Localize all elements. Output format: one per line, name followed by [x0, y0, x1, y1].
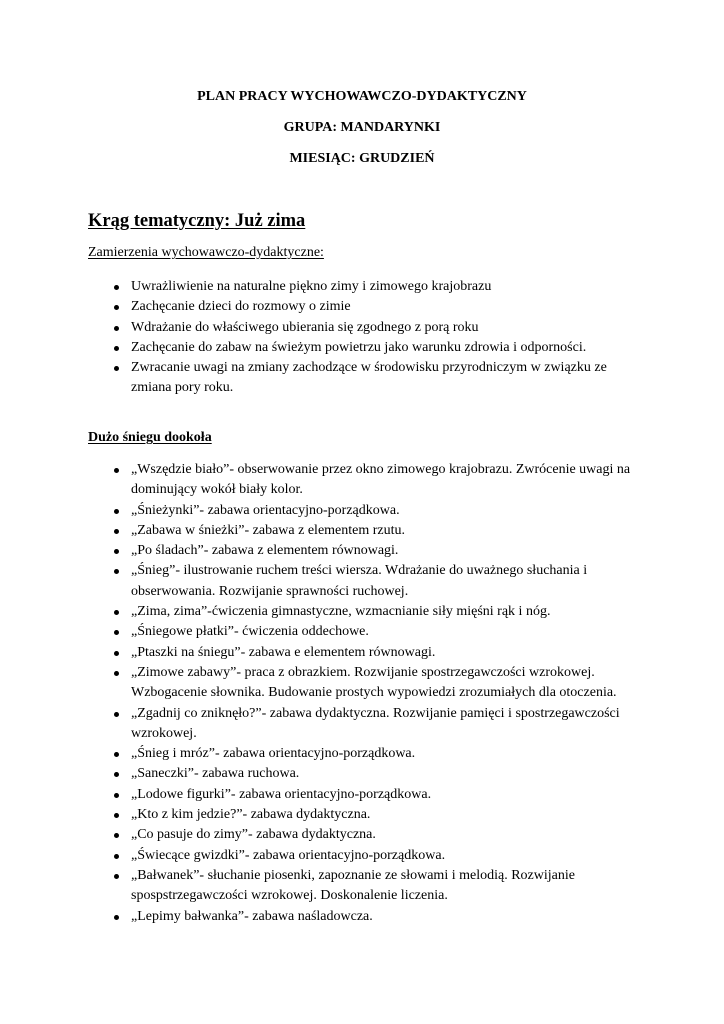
bullet-icon [114, 651, 119, 656]
list-item [88, 622, 648, 642]
bullet-icon [114, 468, 119, 473]
list-item [88, 358, 648, 399]
list-item-text: „Śnieg i mróz”- zabawa orientacyjno-porządkowa. [131, 746, 416, 762]
list-item [88, 521, 648, 541]
list-item [88, 866, 648, 907]
list-item-text: „Śniegowe płatki”- ćwiczenia oddechowe. [131, 624, 369, 640]
bullet-icon [114, 854, 119, 859]
list-item [88, 297, 648, 317]
list-item-text: „Ptaszki na śniegu”- zabawa e elementem równowagi. [131, 644, 436, 660]
bullet-icon [114, 509, 119, 514]
list-item [88, 338, 648, 358]
list-item [88, 805, 648, 825]
list-item-text: „Kto z kim jedzie?”- zabawa dydaktyczna. [131, 807, 371, 823]
list-item [88, 318, 648, 338]
bullet-icon [114, 346, 119, 351]
list-item-text: „Co pasuje do zimy”- zabawa dydaktyczna. [131, 827, 376, 843]
bullet-icon [114, 610, 119, 615]
list-item-text: Zachęcanie do zabaw na świeżym powietrzu jako warunku zdrowia i odporności. [131, 339, 587, 355]
bullet-icon [114, 915, 119, 920]
list-item-text: „Lepimy bałwanka”- zabawa naśladowcza. [131, 908, 373, 924]
bullet-icon [114, 549, 119, 554]
bullet-icon [114, 671, 119, 676]
bullet-icon [114, 813, 119, 818]
list-item-text: „Śnieg”- ilustrowanie ruchem treści wiersza. Wdrażanie do uważnego słuchania i obserwowania. Rozwijanie sprawności ruchowej. [131, 563, 588, 599]
list-item [88, 663, 648, 704]
list-item [88, 825, 648, 845]
bullet-icon [114, 630, 119, 635]
bullet-icon [114, 772, 119, 777]
list-item [88, 643, 648, 663]
list-item-text: „Wszędzie biało”- obserwowanie przez okno zimowego krajobrazu. Zwrócenie uwagi na dominujący wokół biały kolor. [131, 462, 631, 498]
list-item [88, 602, 648, 622]
list-item [88, 764, 648, 784]
bullet-icon [114, 752, 119, 757]
list-item-text: Zachęcanie dzieci do rozmowy o zimie [131, 299, 351, 315]
list-item-text: Uwrażliwienie na naturalne piękno zimy i zimowego krajobrazu [131, 279, 492, 294]
document-title: PLAN PRACY WYCHOWAWCZO-DYDAKTYCZNY [197, 89, 527, 104]
bullet-icon [114, 305, 119, 310]
list-item-text: „Saneczki”- zabawa ruchowa. [131, 766, 300, 782]
list-item-text: „Zabawa w śnieżki”- zabawa z elementem rzutu. [131, 522, 406, 538]
list-item [88, 704, 648, 745]
list-item [88, 501, 648, 521]
list-item [88, 846, 648, 866]
list-item-text: Zwracanie uwagi na zmiany zachodzące w środowisku przyrodniczym w związku ze zmiana pory roku. [131, 360, 607, 396]
bullet-icon [114, 326, 119, 331]
list-item-text: „Świecące gwizdki”- zabawa orientacyjno-porządkowa. [131, 847, 446, 863]
bullet-icon [114, 874, 119, 879]
bullet-icon [114, 712, 119, 717]
list-item [88, 907, 648, 927]
list-item-text: „Zimowe zabawy”- praca z obrazkiem. Rozwijanie spostrzegawczości wzrokowej. Wzbogacenie słownika. Budowanie prostych wypowiedzi zrozumiałych dla otoczenia. [131, 664, 617, 701]
bullet-icon [114, 529, 119, 534]
list-item [88, 744, 648, 764]
list-item [88, 785, 648, 805]
list-item-text: „Po śladach”- zabawa z elementem równowagi. [131, 543, 399, 559]
bullet-icon [114, 833, 119, 838]
list-item-text: „Zima, zima”-ćwiczenia gimnastyczne, wzmacnianie siły mięśni rąk i nóg. [131, 604, 551, 620]
list-item [88, 460, 648, 501]
bullet-icon [114, 366, 119, 371]
activities-list [88, 460, 648, 927]
goals-heading: Zamierzenia wychowawczo-dydaktyczne: [88, 245, 324, 260]
list-item [88, 541, 648, 561]
goals-list [88, 277, 648, 399]
list-item-text: „Zgadnij co zniknęło?”- zabawa dydaktyczna. Rozwijanie pamięci i spostrzegawczości wzrokowej. [131, 705, 620, 741]
list-item-text: „Śnieżynki”- zabawa orientacyjno-porządkowa. [131, 502, 400, 518]
snow-heading: Dużo śniegu dookoła [88, 430, 212, 445]
list-item [88, 561, 648, 602]
theme-title: Krąg tematyczny: Już zima [88, 211, 306, 231]
list-item-text: „Lodowe figurki”- zabawa orientacyjno-porządkowa. [131, 786, 432, 802]
bullet-icon [114, 793, 119, 798]
bullet-icon [114, 285, 119, 290]
month-name: MIESIĄC: GRUDZIEŃ [289, 151, 435, 166]
list-item [88, 277, 648, 297]
list-item-text: Wdrażanie do właściwego ubierania się zgodnego z porą roku [131, 319, 479, 335]
list-item-text: „Bałwanek”- słuchanie piosenki, zapoznanie ze słowami i melodią. Rozwijanie spospstrzegawczości wzrokowej. Doskonalenie liczenia. [131, 867, 575, 904]
group-name: GRUPA: MANDARYNKI [283, 120, 441, 135]
bullet-icon [114, 569, 119, 574]
